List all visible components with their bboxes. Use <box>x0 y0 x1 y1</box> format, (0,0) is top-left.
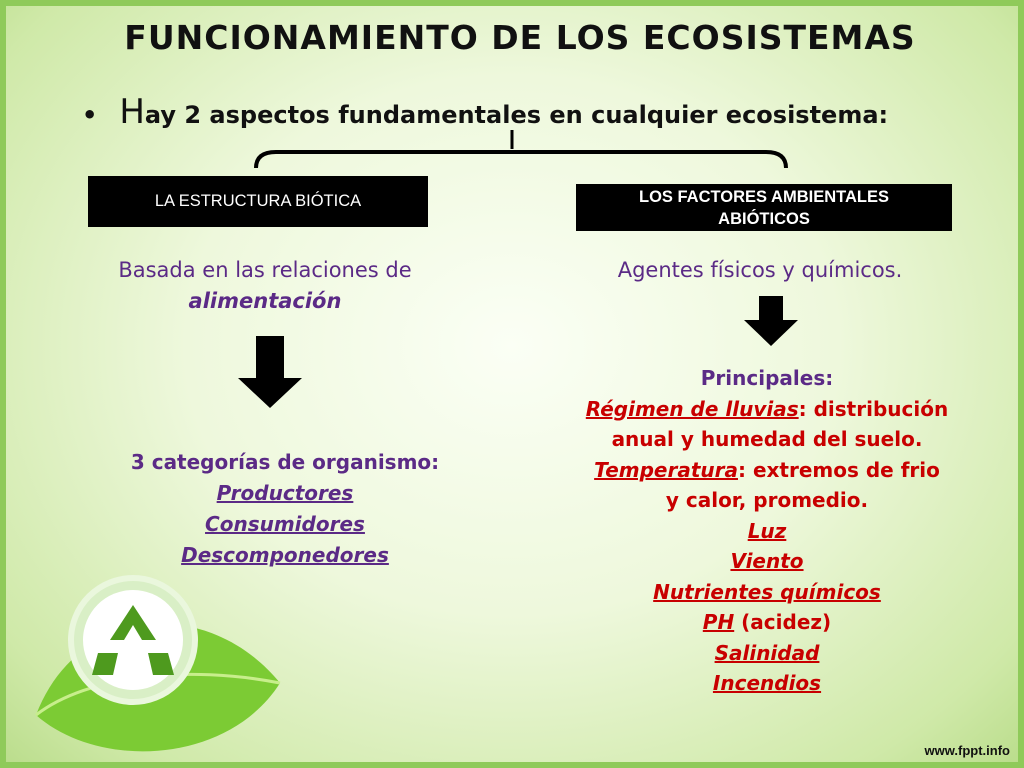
biotic-description <box>90 255 440 317</box>
factor-label: Régimen de lluvias <box>585 396 799 421</box>
factor-label: Temperatura <box>594 457 738 482</box>
organism-categories <box>90 447 480 571</box>
abiotic-factors-list <box>552 363 982 699</box>
factors-heading: Principales: <box>700 366 834 390</box>
abiotic-factors-box <box>576 184 952 231</box>
category-item: Consumidores <box>205 512 365 536</box>
category-item: Descomponedores <box>181 543 389 567</box>
down-arrow-icon <box>744 296 798 346</box>
biotic-description-line1: Basada en las relaciones de <box>118 258 412 282</box>
factor-detail: : distribución <box>798 396 949 421</box>
factor-item <box>552 394 982 425</box>
slide-title: FUNCIONAMIENTO DE LOS ECOSISTEMAS <box>124 18 916 57</box>
factor-item: Luz <box>747 518 787 543</box>
biotic-structure-label: LA ESTRUCTURA BIÓTICA <box>154 192 362 210</box>
factor-item <box>552 607 982 638</box>
down-arrow-icon <box>236 336 304 408</box>
category-item: Productores <box>216 481 354 505</box>
abiotic-factors-line1: LOS FACTORES AMBIENTALES <box>639 187 889 206</box>
bullet-dot: • <box>82 101 98 129</box>
categories-heading: 3 categorías de organismo: <box>130 450 440 474</box>
brace-connector <box>0 0 1024 200</box>
factor-detail: (acidez) <box>734 610 832 634</box>
factor-label: PH <box>702 610 735 634</box>
bullet-initial: H <box>119 92 145 132</box>
factor-detail-line: y calor, promedio. <box>665 488 869 512</box>
recycle-leaf-logo <box>18 565 288 765</box>
bullet-text: ay 2 aspectos fundamentales en cualquier ecosistema: <box>144 101 889 129</box>
recycle-icon <box>71 578 195 702</box>
factor-item: Nutrientes químicos <box>653 579 881 604</box>
footer-credit: www.fppt.info <box>924 743 1010 758</box>
abiotic-factors-line2: ABIÓTICOS <box>718 209 810 228</box>
factor-item: Salinidad <box>714 640 820 665</box>
factor-item: Viento <box>730 549 804 573</box>
factor-detail-line: anual y humedad del suelo. <box>611 427 923 451</box>
abiotic-description: Agentes físicos y químicos. <box>617 258 903 282</box>
biotic-description-line2: alimentación <box>188 289 342 313</box>
factor-item <box>552 455 982 486</box>
factor-item: Incendios <box>712 671 822 695</box>
factor-detail: : extremos de frio <box>738 457 940 482</box>
biotic-structure-box <box>88 176 428 227</box>
